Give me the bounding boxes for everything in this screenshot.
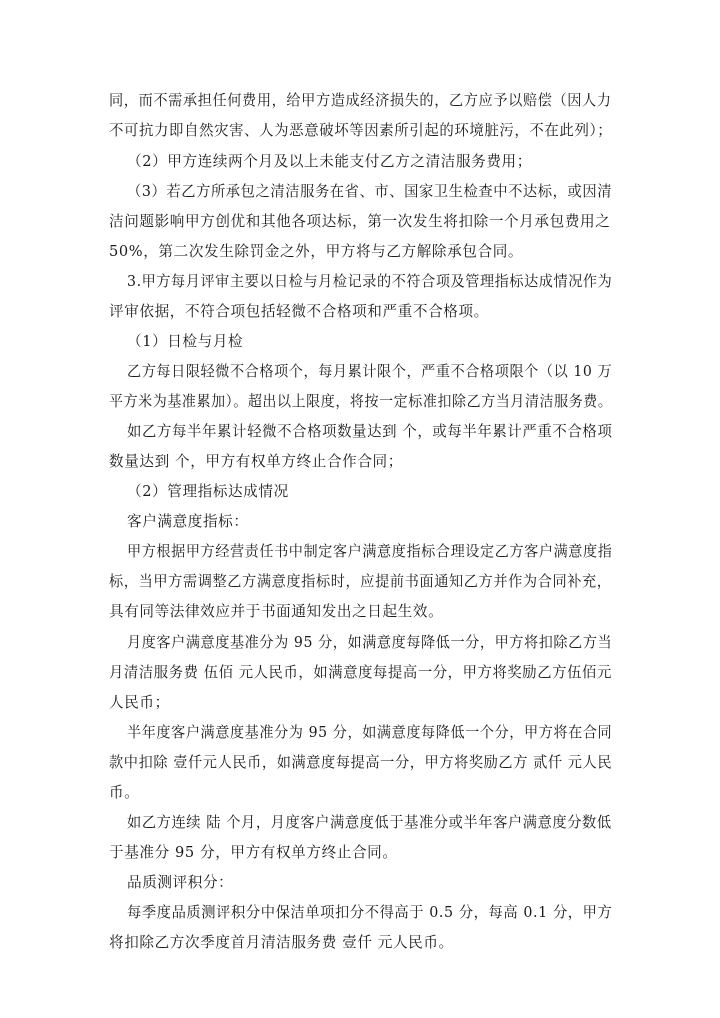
text-line: 评审依据，不符合项包括轻微不合格项和严重不合格项。 <box>109 303 489 320</box>
subsection-heading: 客户满意度指标： <box>127 513 249 530</box>
text-line: 币。 <box>109 784 140 801</box>
text-line: 乙方每日限轻微不合格项个，每月累计限个，严重不合格项限个（以 10 万 <box>127 363 613 380</box>
text-line: 如乙方每半年累计轻微不合格项数量达到 个，或每半年累计严重不合格项 <box>127 423 613 440</box>
text-line: 50%，第二次发生除罚金之外，甲方将与乙方解除承包合同。 <box>109 243 524 260</box>
text-line: 款中扣除 壹仟元人民币，如满意度每提高一分，甲方将奖励乙方 贰仟 元人民 <box>109 754 613 771</box>
text-line: 同，而不需承担任何费用，给甲方造成经济损失的，乙方应予以赔偿（因人力 <box>109 92 612 109</box>
text-line: 平方米为基准累加）。超出以上限度，将按一定标准扣除乙方当月清洁服务费。 <box>109 393 613 410</box>
text-line: （3）若乙方所承包之清洁服务在省、市、国家卫生检查中不达标，或因清 <box>127 183 613 200</box>
text-line: 数量达到 个，甲方有权单方终止合作合同； <box>109 453 403 470</box>
text-line: 3.甲方每月评审主要以日检与月检记录的不符合项及管理指标达成情况作为 <box>127 273 613 290</box>
text-line: 不可抗力即自然灾害、人为恶意破坏等因素所引起的环境脏污，不在此列）； <box>109 122 613 139</box>
text-line: 月度客户满意度基准分为 95 分，如满意度每降低一分，甲方将扣除乙方当 <box>127 634 613 651</box>
text-line: 如乙方连续 陆 个月，月度客户满意度低于基准分或半年客户满意度分数低 <box>127 814 612 831</box>
text-line: 每季度品质测评积分中保洁单项扣分不得高于 0.5 分，每高 0.1 分，甲方 <box>127 904 613 921</box>
section-heading: （2）管理指标达成情况 <box>127 483 289 500</box>
text-line: 甲方根据甲方经营责任书中制定客户满意度指标合理设定乙方客户满意度指 <box>127 543 613 560</box>
section-heading: （1）日检与月检 <box>127 333 244 350</box>
text-line: （2）甲方连续两个月及以上未能支付乙方之清洁服务费用； <box>127 153 532 170</box>
text-line: 将扣除乙方次季度首月清洁服务费 壹仟 元人民币。 <box>109 934 454 951</box>
text-line: 洁问题影响甲方创优和其他各项达标，第一次发生将扣除一个月承包费用之 <box>109 213 611 230</box>
text-line: 具有同等法律效应并于书面通知发出之日起生效。 <box>109 603 444 620</box>
text-line: 于基准分 95 分，甲方有权单方终止合同。 <box>109 844 398 861</box>
text-line: 人民币； <box>109 694 170 711</box>
text-line: 月清洁服务费 伍佰 元人民币，如满意度每提高一分，甲方将奖励乙方伍佰元 <box>109 664 612 681</box>
text-line: 标，当甲方需调整乙方满意度指标时，应提前书面通知乙方并作为合同补充， <box>109 573 612 590</box>
text-line: 半年度客户满意度基准分为 95 分，如满意度每降低一个分，甲方将在合同 <box>127 724 613 741</box>
subsection-heading: 品质测评积分： <box>127 874 234 891</box>
